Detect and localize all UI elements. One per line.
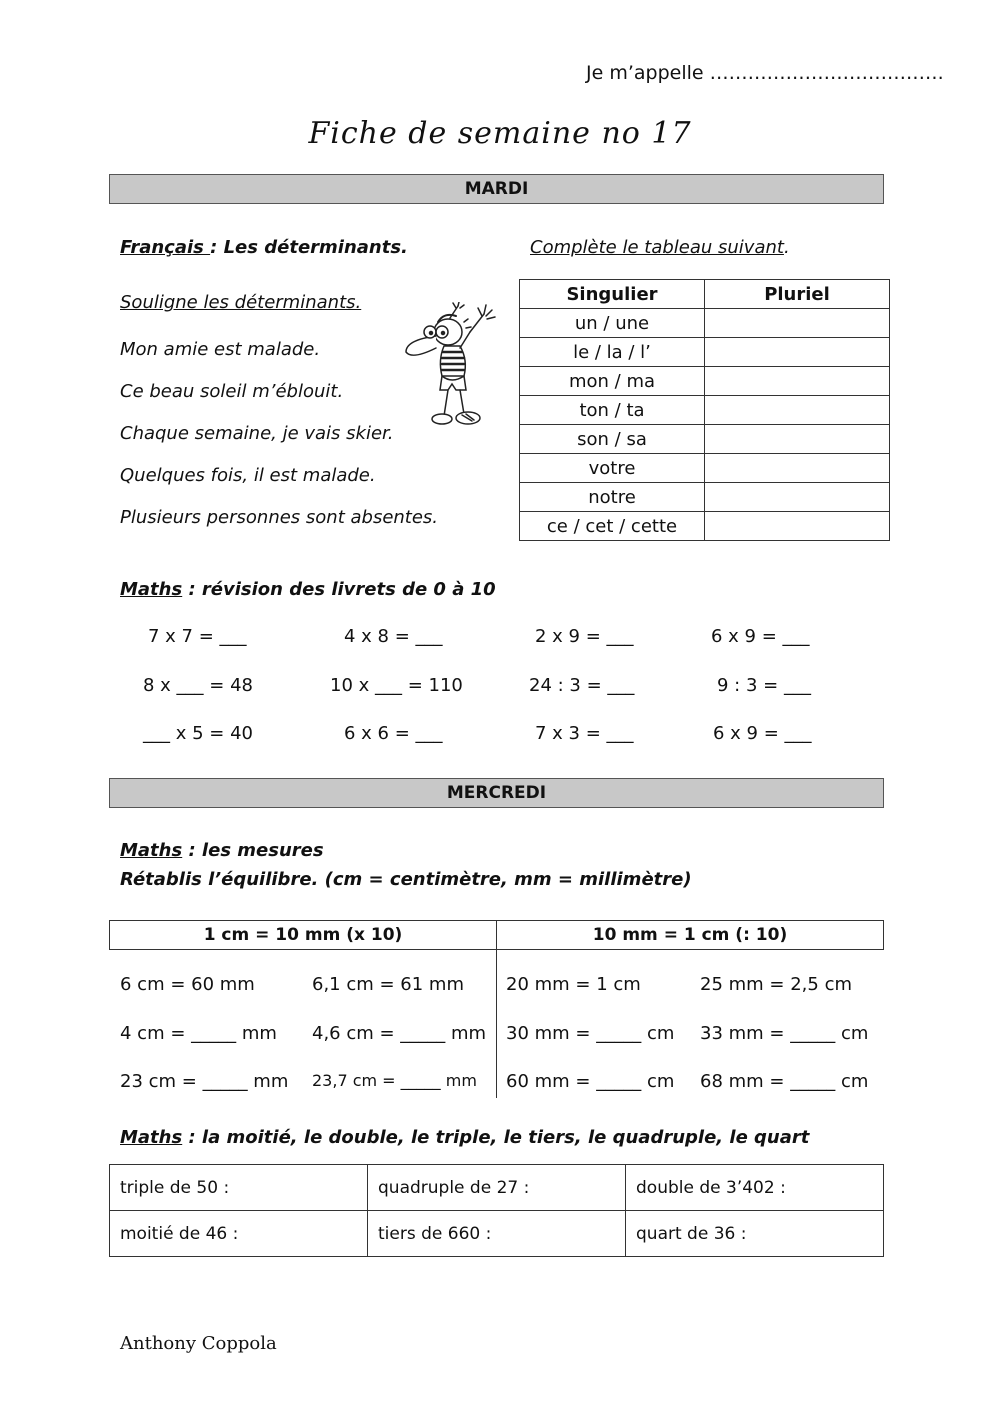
maths-label: Maths [120,579,183,600]
fraction-exercise-cell[interactable]: tiers de 660 : [368,1211,626,1257]
maths-topic: : la moitié, le double, le triple, le tiers, le quadruple, le quart [182,1127,810,1148]
fraction-exercise-cell[interactable]: quart de 36 : [626,1211,884,1257]
calc-item: 10 x ___ = 110 [330,675,463,696]
measure-item: 6 cm = 60 mm [120,974,255,995]
calc-item: 4 x 8 = ___ [344,626,443,647]
maths-topic: : révision des livrets de 0 à 10 [182,579,496,600]
singular-cell: un / une [520,309,705,338]
day-band-mercredi: MERCREDI [109,778,884,808]
singular-cell: le / la / l’ [520,338,705,367]
sentence: Ce beau soleil m’éblouit. [120,381,344,402]
measure-item: 20 mm = 1 cm [506,974,641,995]
calc-item: 24 : 3 = ___ [529,675,635,696]
singular-cell: ce / cet / cette [520,512,705,541]
singular-cell: son / sa [520,425,705,454]
table-instruction-dot: . [783,237,790,258]
maths-fractions-heading [120,1127,809,1148]
plural-answer-cell[interactable] [705,512,890,541]
name-line: Je m’appelle ………………………………. [586,62,944,84]
singular-cell: mon / ma [520,367,705,396]
maths-topic: : les mesures [182,840,324,861]
sentence: Mon amie est malade. [120,339,321,360]
author-footer: Anthony Coppola [120,1333,277,1354]
determinants-table [519,279,890,541]
header-mm-to-cm: 10 mm = 1 cm (: 10) [592,925,788,945]
page-title: Fiche de semaine no 17 [308,116,692,151]
measure-item: 25 mm = 2,5 cm [700,974,852,995]
francais-heading [120,237,408,258]
table-row [520,338,890,367]
plural-answer-cell[interactable] [705,454,890,483]
table-row [110,1211,884,1257]
calc-item: 6 x 9 = ___ [713,723,812,744]
table-row [520,512,890,541]
measure-item: 6,1 cm = 61 mm [312,974,464,995]
header-singulier: Singulier [520,280,705,309]
header-cm-to-mm: 1 cm = 10 mm (x 10) [110,921,497,949]
maths-livrets-heading [120,579,496,600]
day-band-mardi: MARDI [109,174,884,204]
calc-item: 2 x 9 = ___ [535,626,634,647]
francais-label: Français [120,237,211,258]
table-instruction-text: Complète le tableau suivant [530,237,784,258]
calc-item: 6 x 6 = ___ [344,723,443,744]
measure-item: 23,7 cm = _____ mm [312,1071,477,1090]
measure-item: 4,6 cm = _____ mm [312,1023,487,1044]
maths-label: Maths [120,840,183,861]
maths-mesures-heading [120,840,324,861]
francais-topic: : Les déterminants. [210,237,408,258]
sentence: Chaque semaine, je vais skier. [120,423,394,444]
table-instruction [530,237,790,258]
fractions-table [109,1164,884,1257]
calc-item: 9 : 3 = ___ [717,675,811,696]
measure-item: 68 mm = _____ cm [700,1071,869,1092]
plural-answer-cell[interactable] [705,338,890,367]
fraction-exercise-cell[interactable]: double de 3’402 : [626,1165,884,1211]
calc-item: 7 x 3 = ___ [535,723,634,744]
underline-instruction: Souligne les déterminants. [120,292,362,313]
sentence: Quelques fois, il est malade. [120,465,376,486]
singular-cell: votre [520,454,705,483]
measures-divider [496,948,497,1098]
measure-item: 30 mm = _____ cm [506,1023,675,1044]
table-row [110,1165,884,1211]
calc-item: 8 x ___ = 48 [143,675,253,696]
table-row [520,309,890,338]
maths-label: Maths [120,1127,183,1148]
singular-cell: ton / ta [520,396,705,425]
measures-header [109,920,884,950]
sentence: Plusieurs personnes sont absentes. [120,507,439,528]
table-row [520,483,890,512]
singular-cell: notre [520,483,705,512]
plural-answer-cell[interactable] [705,309,890,338]
cartoon-character-illustration [398,302,502,432]
table-row [520,454,890,483]
measure-item: 23 cm = _____ mm [120,1071,289,1092]
measure-item: 33 mm = _____ cm [700,1023,869,1044]
plural-answer-cell[interactable] [705,425,890,454]
header-pluriel: Pluriel [705,280,890,309]
table-header-row [520,280,890,309]
table-row [520,367,890,396]
table-row [520,425,890,454]
fraction-exercise-cell[interactable]: moitié de 46 : [110,1211,368,1257]
calc-item: 7 x 7 = ___ [148,626,247,647]
calc-item: ___ x 5 = 40 [143,723,253,744]
calc-item: 6 x 9 = ___ [711,626,810,647]
plural-answer-cell[interactable] [705,396,890,425]
plural-answer-cell[interactable] [705,367,890,396]
plural-answer-cell[interactable] [705,483,890,512]
fraction-exercise-cell[interactable]: triple de 50 : [110,1165,368,1211]
measure-item: 60 mm = _____ cm [506,1071,675,1092]
measure-item: 4 cm = _____ mm [120,1023,277,1044]
mesures-instruction: Rétablis l’équilibre. (cm = centimètre, mm = millimètre) [120,869,692,890]
fraction-exercise-cell[interactable]: quadruple de 27 : [368,1165,626,1211]
table-row [520,396,890,425]
